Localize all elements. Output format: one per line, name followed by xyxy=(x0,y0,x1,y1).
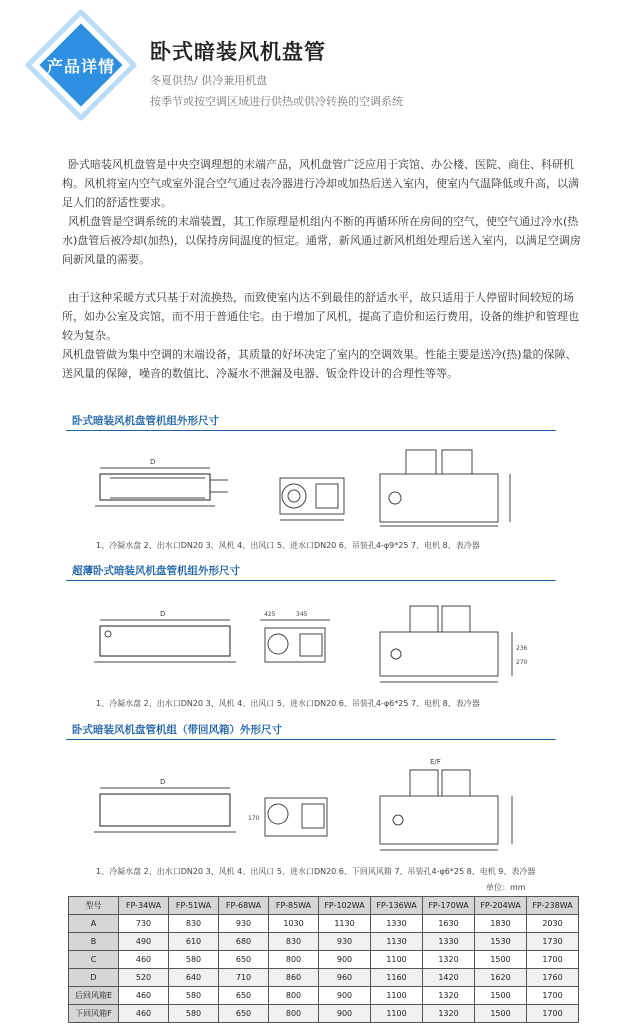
section-divider xyxy=(66,580,556,581)
legend-standard: 1、冷凝水盘 2、出水口DN20 3、风机 4、出风口 5、进水口DN20 6、吊装孔4-φ9*25 7、电机 8、表冷器 xyxy=(96,541,480,550)
table-cell: 460 xyxy=(119,951,169,969)
intro-text xyxy=(62,155,582,383)
table-cell: 1500 xyxy=(475,951,527,969)
table-cell: 580 xyxy=(169,987,219,1005)
table-header: FP-102WA xyxy=(319,897,371,915)
row-label: 下回风箱F xyxy=(69,1005,119,1023)
section-divider xyxy=(66,739,556,740)
table-cell: 1700 xyxy=(527,951,579,969)
table-row xyxy=(69,933,579,951)
legend-return-box: 1、冷凝水盘 2、出水口DN20 3、风机 4、出风口 5、进水口DN20 6、下回风风箱 7、吊装孔4-φ6*25 8、电机 9、表冷器 xyxy=(96,867,536,876)
table-cell: 680 xyxy=(219,933,269,951)
spec-table xyxy=(68,896,579,1023)
table-header-row xyxy=(69,897,579,915)
table-cell: 1500 xyxy=(475,987,527,1005)
table-header: FP-204WA xyxy=(475,897,527,915)
table-cell: 1500 xyxy=(475,1005,527,1023)
subtitle-primary: 冬夏供热/ 供冷兼用机盘 xyxy=(150,74,268,87)
dim-label-d: D xyxy=(150,458,156,466)
table-cell: 1100 xyxy=(371,951,423,969)
table-cell: 900 xyxy=(319,987,371,1005)
table-cell: 2030 xyxy=(527,915,579,933)
table-header: FP-68WA xyxy=(219,897,269,915)
section-title-return-box: 卧式暗装风机盘管机组（带回风箱）外形尺寸 xyxy=(72,724,282,736)
dim-label-d: D xyxy=(160,778,166,786)
table-cell: 490 xyxy=(119,933,169,951)
table-cell: 1700 xyxy=(527,1005,579,1023)
table-cell: 1100 xyxy=(371,987,423,1005)
table-cell: 1100 xyxy=(371,1005,423,1023)
table-cell: 710 xyxy=(219,969,269,987)
table-cell: 730 xyxy=(119,915,169,933)
section-title-standard: 卧式暗装风机盘管机组外形尺寸 xyxy=(72,415,219,427)
table-cell: 1030 xyxy=(269,915,319,933)
table-cell: 930 xyxy=(219,915,269,933)
unit-drawing-return-box xyxy=(80,750,540,860)
dim-label-3: 236 xyxy=(516,645,528,652)
table-cell: 800 xyxy=(269,1005,319,1023)
section-divider xyxy=(66,430,556,431)
table-cell: 650 xyxy=(219,987,269,1005)
table-cell: 1760 xyxy=(527,969,579,987)
table-cell: 1700 xyxy=(527,987,579,1005)
table-header: FP-34WA xyxy=(119,897,169,915)
table-cell: 1320 xyxy=(423,987,475,1005)
intro-paragraph-3: 由于这种采暖方式只基于对流换热，而致使室内达不到最佳的舒适水平，故只适用于人停留时间较短的场所，如办公室及宾馆，而不用于普通住宅。由于增加了风机，提高了造价和运行费用，设备的维护和管理也较为复杂。 xyxy=(62,291,579,342)
table-header: FP-85WA xyxy=(269,897,319,915)
table-cell: 960 xyxy=(319,969,371,987)
diagram-standard-unit xyxy=(80,440,540,532)
unit-drawing-ultrathin xyxy=(80,592,540,692)
table-cell: 1320 xyxy=(423,1005,475,1023)
table-cell: 1160 xyxy=(371,969,423,987)
table-cell: 580 xyxy=(169,951,219,969)
table-cell: 1130 xyxy=(319,915,371,933)
intro-paragraph-2: 风机盘管是空调系统的末端装置，其工作原理是机组内不断的再循环所在房间的空气，使空气通过冷水(热水)盘管后被冷却(加热)，以保持房间温度的恒定。通常，新风通过新风机组处理后送入室内，以满足空调房间新风量的需要。 xyxy=(62,215,581,266)
table-header: FP-238WA xyxy=(527,897,579,915)
table-cell: 900 xyxy=(319,1005,371,1023)
table-header: FP-51WA xyxy=(169,897,219,915)
table-cell: 1330 xyxy=(423,933,475,951)
table-row xyxy=(69,951,579,969)
intro-paragraph-4: 风机盘管做为集中空调的末端设备，其质量的好坏决定了室内的空调效果。性能主要是送冷(热)量的保障、送风量的保障，噪音的数值比、冷凝水不泄漏及电器、钣金件设计的合理性等等。 xyxy=(62,348,577,380)
table-cell: 610 xyxy=(169,933,219,951)
table-cell: 460 xyxy=(119,1005,169,1023)
table-cell: 1330 xyxy=(371,915,423,933)
table-cell: 1620 xyxy=(475,969,527,987)
dim-label-2: 345 xyxy=(296,611,308,618)
table-header: FP-170WA xyxy=(423,897,475,915)
dim-label-ef: E/F xyxy=(430,758,441,766)
table-cell: 1420 xyxy=(423,969,475,987)
row-label: D xyxy=(69,969,119,987)
table-cell: 800 xyxy=(269,951,319,969)
table-row xyxy=(69,969,579,987)
table-cell: 860 xyxy=(269,969,319,987)
table-cell: 830 xyxy=(169,915,219,933)
dim-label-4: 270 xyxy=(516,659,528,666)
table-cell: 460 xyxy=(119,987,169,1005)
table-cell: 1730 xyxy=(527,933,579,951)
row-label: C xyxy=(69,951,119,969)
unit-drawing-standard xyxy=(80,440,540,532)
table-cell: 930 xyxy=(319,933,371,951)
intro-paragraph-1: 卧式暗装风机盘管是中央空调理想的末端产品，风机盘管广泛应用于宾馆、办公楼、医院、商住、科研机构。风机将室内空气或室外混合空气通过表冷器进行冷却或加热后送入室内，使室内气温降低或升高，以满足人们的舒适性要求。 xyxy=(62,158,579,209)
dim-label-1: 425 xyxy=(264,611,276,618)
table-cell: 1630 xyxy=(423,915,475,933)
table-cell: 520 xyxy=(119,969,169,987)
row-label: 后回风箱E xyxy=(69,987,119,1005)
legend-ultrathin: 1、冷凝水盘 2、出水口DN20 3、风机 4、出风口 5、进水口DN20 6、吊装孔4-φ6*25 7、电机 8、表冷器 xyxy=(96,699,480,708)
table-cell: 580 xyxy=(169,1005,219,1023)
row-label: A xyxy=(69,915,119,933)
table-cell: 650 xyxy=(219,1005,269,1023)
subtitle-secondary: 按季节或按空调区域进行供热或供冷转换的空调系统 xyxy=(150,95,403,108)
table-row xyxy=(69,915,579,933)
section-title-ultrathin: 超薄卧式暗装风机盘管机组外形尺寸 xyxy=(72,565,240,577)
dim-label-1: 170 xyxy=(248,815,260,822)
table-row xyxy=(69,1005,579,1023)
table-cell: 640 xyxy=(169,969,219,987)
unit-label: 单位：mm xyxy=(486,883,526,892)
table-cell: 900 xyxy=(319,951,371,969)
table-cell: 650 xyxy=(219,951,269,969)
table-cell: 800 xyxy=(269,987,319,1005)
diagram-ultrathin-unit xyxy=(80,592,540,692)
table-cell: 1320 xyxy=(423,951,475,969)
table-row xyxy=(69,987,579,1005)
table-header: FP-136WA xyxy=(371,897,423,915)
dim-label-d: D xyxy=(160,610,166,618)
table-header: 型号 xyxy=(69,897,119,915)
page-title: 卧式暗装风机盘管 xyxy=(150,40,326,64)
table-cell: 1130 xyxy=(371,933,423,951)
row-label: B xyxy=(69,933,119,951)
table-cell: 830 xyxy=(269,933,319,951)
table-cell: 1830 xyxy=(475,915,527,933)
badge-label: 产品详情 xyxy=(46,56,115,76)
diagram-return-box-unit xyxy=(80,750,540,860)
product-details-badge xyxy=(22,6,140,124)
table-cell: 1530 xyxy=(475,933,527,951)
